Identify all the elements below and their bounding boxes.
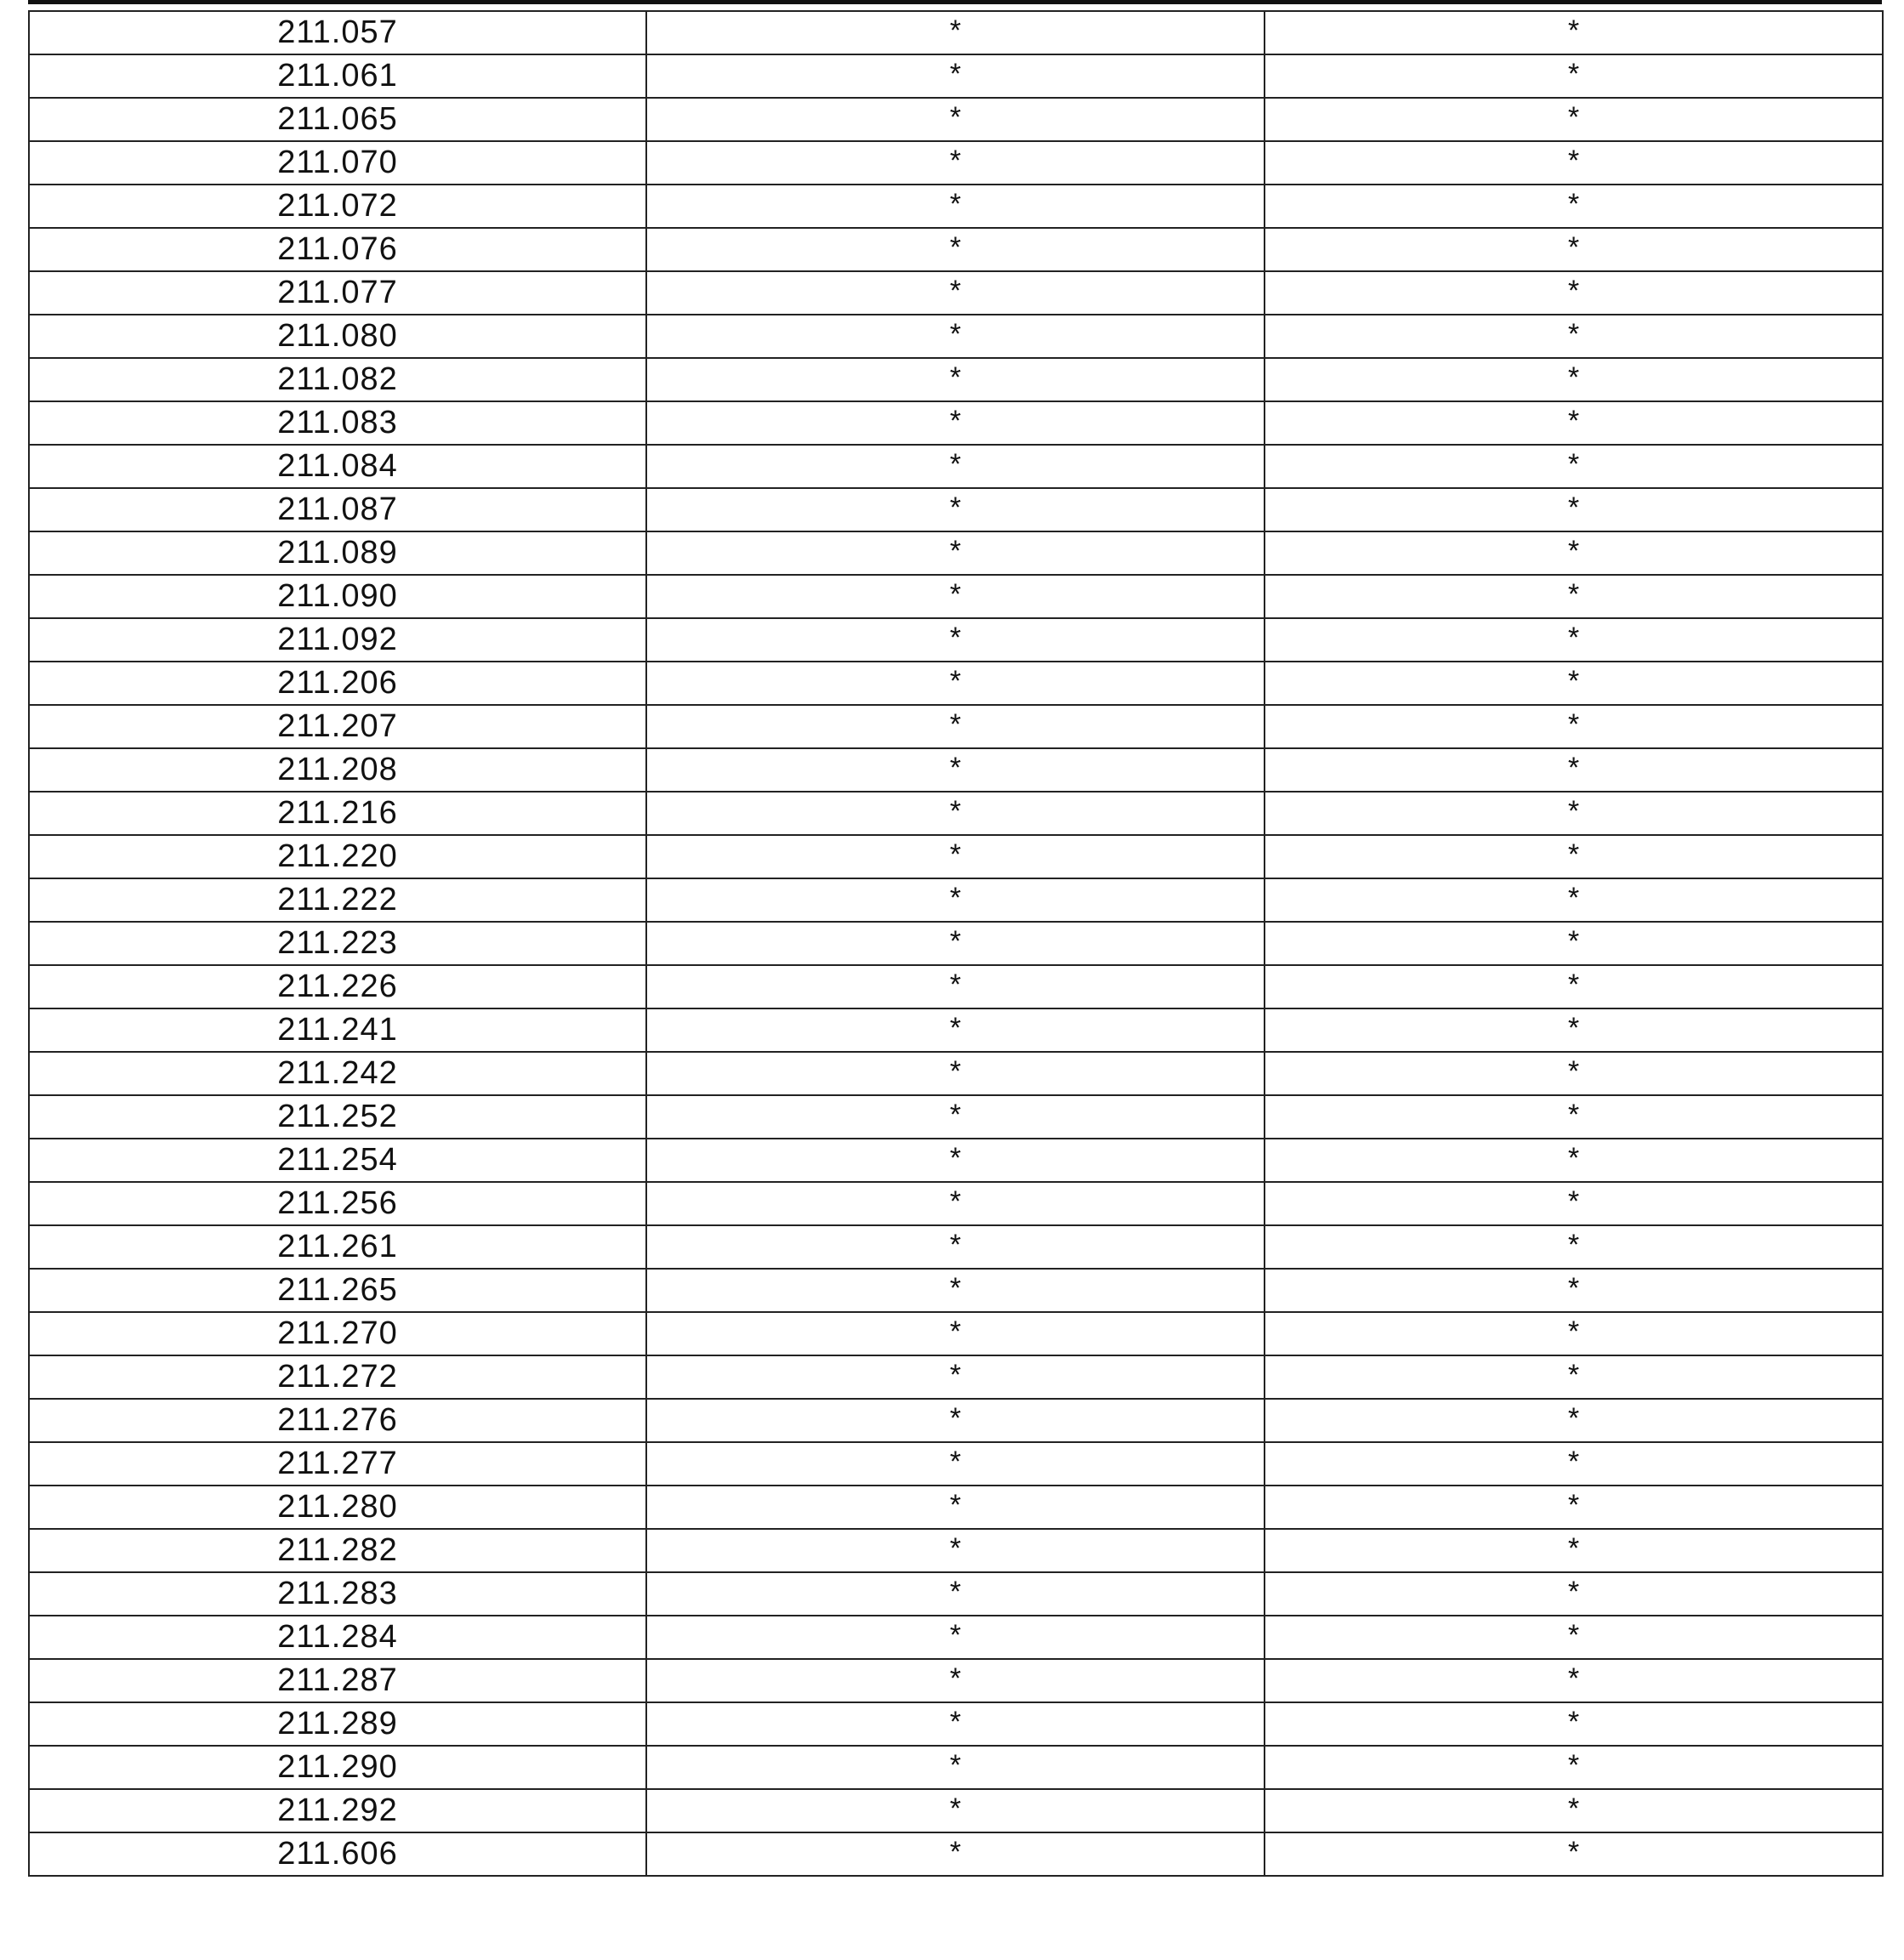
mark-cell: * (1265, 1052, 1883, 1095)
code-cell: 211.206 (29, 662, 646, 705)
mark-cell: * (1265, 618, 1883, 662)
mark-cell: * (646, 11, 1265, 54)
mark-cell: * (646, 54, 1265, 98)
mark-cell: * (646, 1052, 1265, 1095)
mark-cell: * (646, 1572, 1265, 1616)
code-cell: 211.284 (29, 1616, 646, 1659)
mark-cell: * (1265, 748, 1883, 792)
code-cell: 211.065 (29, 98, 646, 141)
mark-cell: * (1265, 185, 1883, 228)
mark-cell: * (646, 98, 1265, 141)
mark-cell: * (1265, 1312, 1883, 1355)
table-row (29, 531, 1883, 575)
table-row (29, 1486, 1883, 1529)
mark-cell: * (646, 835, 1265, 878)
code-cell: 211.072 (29, 185, 646, 228)
table-row (29, 98, 1883, 141)
table-row (29, 1659, 1883, 1702)
mark-cell: * (1265, 315, 1883, 358)
code-cell: 211.280 (29, 1486, 646, 1529)
table-row (29, 228, 1883, 271)
mark-cell: * (1265, 922, 1883, 965)
code-cell: 211.283 (29, 1572, 646, 1616)
mark-cell: * (1265, 1616, 1883, 1659)
mark-cell: * (1265, 1182, 1883, 1225)
mark-cell: * (646, 271, 1265, 315)
table-row (29, 835, 1883, 878)
code-cell: 211.241 (29, 1008, 646, 1052)
code-cell: 211.287 (29, 1659, 646, 1702)
code-cell: 211.261 (29, 1225, 646, 1269)
table-row (29, 1529, 1883, 1572)
mark-cell: * (646, 1746, 1265, 1789)
mark-cell: * (1265, 358, 1883, 401)
table-row (29, 575, 1883, 618)
table-row (29, 11, 1883, 54)
mark-cell: * (646, 1399, 1265, 1442)
code-cell: 211.290 (29, 1746, 646, 1789)
code-cell: 211.220 (29, 835, 646, 878)
mark-cell: * (646, 315, 1265, 358)
table-row (29, 748, 1883, 792)
code-cell: 211.082 (29, 358, 646, 401)
mark-cell: * (1265, 1008, 1883, 1052)
mark-cell: * (1265, 705, 1883, 748)
mark-cell: * (646, 1312, 1265, 1355)
mark-cell: * (646, 1225, 1265, 1269)
mark-cell: * (1265, 792, 1883, 835)
mark-cell: * (646, 618, 1265, 662)
mark-cell: * (1265, 1269, 1883, 1312)
mark-cell: * (646, 922, 1265, 965)
table-row (29, 1269, 1883, 1312)
table-row (29, 662, 1883, 705)
mark-cell: * (1265, 98, 1883, 141)
mark-cell: * (646, 1616, 1265, 1659)
table-row (29, 1139, 1883, 1182)
table-row (29, 1355, 1883, 1399)
table-row (29, 488, 1883, 531)
mark-cell: * (646, 1789, 1265, 1832)
code-cell: 211.272 (29, 1355, 646, 1399)
code-cell: 211.276 (29, 1399, 646, 1442)
table-row (29, 1225, 1883, 1269)
mark-cell: * (1265, 1529, 1883, 1572)
table-row (29, 141, 1883, 185)
mark-cell: * (646, 792, 1265, 835)
code-cell: 211.061 (29, 54, 646, 98)
table-row (29, 54, 1883, 98)
mark-cell: * (1265, 141, 1883, 185)
table-row (29, 965, 1883, 1008)
table-row (29, 618, 1883, 662)
mark-cell: * (1265, 488, 1883, 531)
mark-cell: * (1265, 1746, 1883, 1789)
mark-cell: * (1265, 1139, 1883, 1182)
mark-cell: * (646, 662, 1265, 705)
mark-cell: * (646, 1095, 1265, 1139)
table-row (29, 1572, 1883, 1616)
table-body (29, 11, 1883, 1876)
mark-cell: * (646, 965, 1265, 1008)
code-cell: 211.070 (29, 141, 646, 185)
mark-cell: * (646, 1269, 1265, 1312)
table-row (29, 315, 1883, 358)
code-cell: 211.222 (29, 878, 646, 922)
mark-cell: * (1265, 531, 1883, 575)
mark-cell: * (1265, 1659, 1883, 1702)
code-cell: 211.256 (29, 1182, 646, 1225)
mark-cell: * (646, 228, 1265, 271)
mark-cell: * (646, 705, 1265, 748)
mark-cell: * (646, 1355, 1265, 1399)
mark-cell: * (646, 358, 1265, 401)
mark-cell: * (1265, 1832, 1883, 1876)
mark-cell: * (646, 401, 1265, 445)
mark-cell: * (646, 445, 1265, 488)
mark-cell: * (1265, 1399, 1883, 1442)
top-rule (28, 0, 1882, 4)
mark-cell: * (1265, 1442, 1883, 1486)
mark-cell: * (1265, 1789, 1883, 1832)
mark-cell: * (1265, 575, 1883, 618)
mark-cell: * (646, 1832, 1265, 1876)
mark-cell: * (1265, 965, 1883, 1008)
mark-cell: * (1265, 271, 1883, 315)
mark-cell: * (1265, 662, 1883, 705)
code-cell: 211.208 (29, 748, 646, 792)
mark-cell: * (1265, 401, 1883, 445)
mark-cell: * (1265, 835, 1883, 878)
code-cell: 211.277 (29, 1442, 646, 1486)
mark-cell: * (646, 531, 1265, 575)
table-row (29, 1616, 1883, 1659)
table-row (29, 705, 1883, 748)
table-row (29, 878, 1883, 922)
code-cell: 211.092 (29, 618, 646, 662)
data-table (28, 10, 1884, 1877)
mark-cell: * (1265, 878, 1883, 922)
code-cell: 211.216 (29, 792, 646, 835)
code-cell: 211.084 (29, 445, 646, 488)
mark-cell: * (646, 488, 1265, 531)
code-cell: 211.289 (29, 1702, 646, 1746)
code-cell: 211.226 (29, 965, 646, 1008)
code-cell: 211.077 (29, 271, 646, 315)
table-row (29, 358, 1883, 401)
mark-cell: * (1265, 228, 1883, 271)
code-cell: 211.080 (29, 315, 646, 358)
table-row (29, 1008, 1883, 1052)
mark-cell: * (646, 1442, 1265, 1486)
code-cell: 211.270 (29, 1312, 646, 1355)
table-row (29, 1182, 1883, 1225)
table-row (29, 1702, 1883, 1746)
mark-cell: * (1265, 54, 1883, 98)
code-cell: 211.252 (29, 1095, 646, 1139)
code-cell: 211.606 (29, 1832, 646, 1876)
code-cell: 211.076 (29, 228, 646, 271)
mark-cell: * (1265, 1572, 1883, 1616)
mark-cell: * (646, 1486, 1265, 1529)
mark-cell: * (646, 878, 1265, 922)
mark-cell: * (646, 1659, 1265, 1702)
code-cell: 211.090 (29, 575, 646, 618)
table-row (29, 401, 1883, 445)
mark-cell: * (1265, 1702, 1883, 1746)
table-row (29, 792, 1883, 835)
code-cell: 211.292 (29, 1789, 646, 1832)
table-row (29, 1789, 1883, 1832)
mark-cell: * (1265, 11, 1883, 54)
mark-cell: * (646, 575, 1265, 618)
table-row (29, 185, 1883, 228)
table-row (29, 1746, 1883, 1789)
code-cell: 211.282 (29, 1529, 646, 1572)
table-row (29, 1052, 1883, 1095)
code-cell: 211.087 (29, 488, 646, 531)
table-row (29, 1312, 1883, 1355)
code-cell: 211.254 (29, 1139, 646, 1182)
mark-cell: * (646, 1182, 1265, 1225)
mark-cell: * (1265, 1355, 1883, 1399)
mark-cell: * (646, 1139, 1265, 1182)
mark-cell: * (1265, 1486, 1883, 1529)
mark-cell: * (646, 1008, 1265, 1052)
code-cell: 211.089 (29, 531, 646, 575)
mark-cell: * (1265, 445, 1883, 488)
code-cell: 211.223 (29, 922, 646, 965)
mark-cell: * (646, 748, 1265, 792)
mark-cell: * (646, 141, 1265, 185)
table-row (29, 1095, 1883, 1139)
table-row (29, 1832, 1883, 1876)
code-cell: 211.242 (29, 1052, 646, 1095)
table-row (29, 1399, 1883, 1442)
table-row (29, 922, 1883, 965)
code-cell: 211.083 (29, 401, 646, 445)
code-cell: 211.265 (29, 1269, 646, 1312)
mark-cell: * (646, 1529, 1265, 1572)
mark-cell: * (646, 1702, 1265, 1746)
table-row (29, 1442, 1883, 1486)
table-row (29, 445, 1883, 488)
code-cell: 211.207 (29, 705, 646, 748)
mark-cell: * (1265, 1225, 1883, 1269)
mark-cell: * (1265, 1095, 1883, 1139)
table-row (29, 271, 1883, 315)
mark-cell: * (646, 185, 1265, 228)
code-cell: 211.057 (29, 11, 646, 54)
